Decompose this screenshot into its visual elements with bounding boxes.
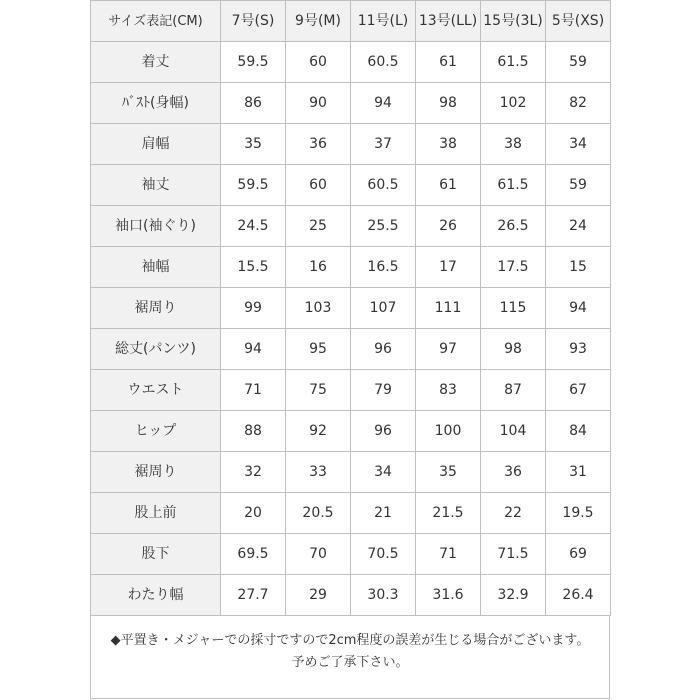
measurement-label: 総丈(パンツ) [91,329,221,370]
measurement-value: 59 [546,165,611,206]
measurement-value: 61.5 [481,165,546,206]
measurement-value: 96 [351,411,416,452]
table-row [91,370,611,411]
note-line-1: ◆平置き・メジャーでの採寸ですので2cm程度の誤差が生じる場合がございます。 [110,633,590,648]
measurement-value: 103 [286,288,351,329]
measurement-value: 29 [286,575,351,616]
measurement-value: 20 [221,493,286,534]
measurement-value: 15.5 [221,247,286,288]
measurement-value: 88 [221,411,286,452]
measurement-value: 61.5 [481,42,546,83]
measurement-label: ウエスト [91,370,221,411]
measurement-value: 60.5 [351,42,416,83]
measurement-label: 裾周り [91,288,221,329]
measurement-label: 股上前 [91,493,221,534]
measurement-value: 86 [221,83,286,124]
measurement-value: 35 [416,452,481,493]
measurement-value: 71.5 [481,534,546,575]
measurement-value: 100 [416,411,481,452]
measurement-value: 22 [481,493,546,534]
measurement-value: 96 [351,329,416,370]
measurement-value: 25.5 [351,206,416,247]
measurement-value: 16.5 [351,247,416,288]
measurement-value: 98 [481,329,546,370]
measurement-value: 36 [286,124,351,165]
measurement-value: 59.5 [221,42,286,83]
measurement-value: 107 [351,288,416,329]
table-row [91,206,611,247]
measurement-value: 83 [416,370,481,411]
measurement-label: ヒップ [91,411,221,452]
table-row [91,329,611,370]
measurement-value: 94 [351,83,416,124]
measurement-value: 21.5 [416,493,481,534]
size-column-header: 7号(S) [221,1,286,42]
table-row [91,124,611,165]
size-chart-table [90,0,611,616]
measurement-value: 71 [221,370,286,411]
measurement-value: 38 [481,124,546,165]
measurement-value: 19.5 [546,493,611,534]
measurement-value: 17 [416,247,481,288]
measurement-value: 35 [221,124,286,165]
note-line-2: 予めご了承下さい。 [291,655,409,670]
measurement-value: 32 [221,452,286,493]
measurement-value: 92 [286,411,351,452]
measurement-value: 31.6 [416,575,481,616]
measurement-value: 37 [351,124,416,165]
size-column-header: 11号(L) [351,1,416,42]
measurement-value: 61 [416,42,481,83]
measurement-value: 115 [481,288,546,329]
table-row [91,493,611,534]
measurement-label: わたり幅 [91,575,221,616]
measurement-value: 30.3 [351,575,416,616]
measurement-value: 84 [546,411,611,452]
measurement-value: 27.7 [221,575,286,616]
measurement-value: 34 [351,452,416,493]
size-column-header: 15号(3L) [481,1,546,42]
table-row [91,247,611,288]
measurement-label: 袖口(袖ぐり) [91,206,221,247]
measurement-value: 69.5 [221,534,286,575]
measurement-value: 87 [481,370,546,411]
measurement-value: 60.5 [351,165,416,206]
measurement-value: 70.5 [351,534,416,575]
measurement-value: 94 [546,288,611,329]
measurement-value: 67 [546,370,611,411]
measurement-value: 61 [416,165,481,206]
measurement-value: 24.5 [221,206,286,247]
size-column-header: 13号(LL) [416,1,481,42]
size-column-header: 5号(XS) [546,1,611,42]
measurement-value: 71 [416,534,481,575]
measurement-value: 20.5 [286,493,351,534]
measurement-value: 102 [481,83,546,124]
measurement-label: 着丈 [91,42,221,83]
measurement-value: 31 [546,452,611,493]
table-row [91,452,611,493]
measurement-value: 90 [286,83,351,124]
measurement-value: 82 [546,83,611,124]
measurement-value: 36 [481,452,546,493]
measurement-value: 104 [481,411,546,452]
measurement-note [90,630,610,674]
measurement-label: ﾊﾞｽﾄ(身幅) [91,83,221,124]
measurement-value: 16 [286,247,351,288]
measurement-value: 94 [221,329,286,370]
measurement-value: 60 [286,165,351,206]
measurement-value: 95 [286,329,351,370]
measurement-value: 59 [546,42,611,83]
measurement-value: 59.5 [221,165,286,206]
table-row [91,288,611,329]
measurement-value: 26.5 [481,206,546,247]
table-row [91,165,611,206]
measurement-value: 69 [546,534,611,575]
measurement-value: 17.5 [481,247,546,288]
measurement-value: 93 [546,329,611,370]
measurement-label: 袖幅 [91,247,221,288]
measurement-value: 79 [351,370,416,411]
measurement-value: 99 [221,288,286,329]
table-row [91,575,611,616]
size-column-header: 9号(M) [286,1,351,42]
measurement-value: 38 [416,124,481,165]
measurement-value: 75 [286,370,351,411]
size-header-row [91,1,611,42]
measurement-value: 21 [351,493,416,534]
table-row [91,42,611,83]
size-label-header: サイズ表記(CM) [91,1,221,42]
measurement-label: 袖丈 [91,165,221,206]
measurement-value: 97 [416,329,481,370]
measurement-value: 70 [286,534,351,575]
measurement-label: 裾周り [91,452,221,493]
table-row [91,83,611,124]
measurement-label: 肩幅 [91,124,221,165]
measurement-value: 98 [416,83,481,124]
measurement-value: 34 [546,124,611,165]
measurement-value: 26 [416,206,481,247]
measurement-value: 24 [546,206,611,247]
measurement-value: 60 [286,42,351,83]
table-row [91,411,611,452]
measurement-value: 32.9 [481,575,546,616]
measurement-value: 26.4 [546,575,611,616]
measurement-value: 33 [286,452,351,493]
measurement-value: 15 [546,247,611,288]
table-row [91,534,611,575]
measurement-value: 25 [286,206,351,247]
measurement-label: 股下 [91,534,221,575]
measurement-value: 111 [416,288,481,329]
